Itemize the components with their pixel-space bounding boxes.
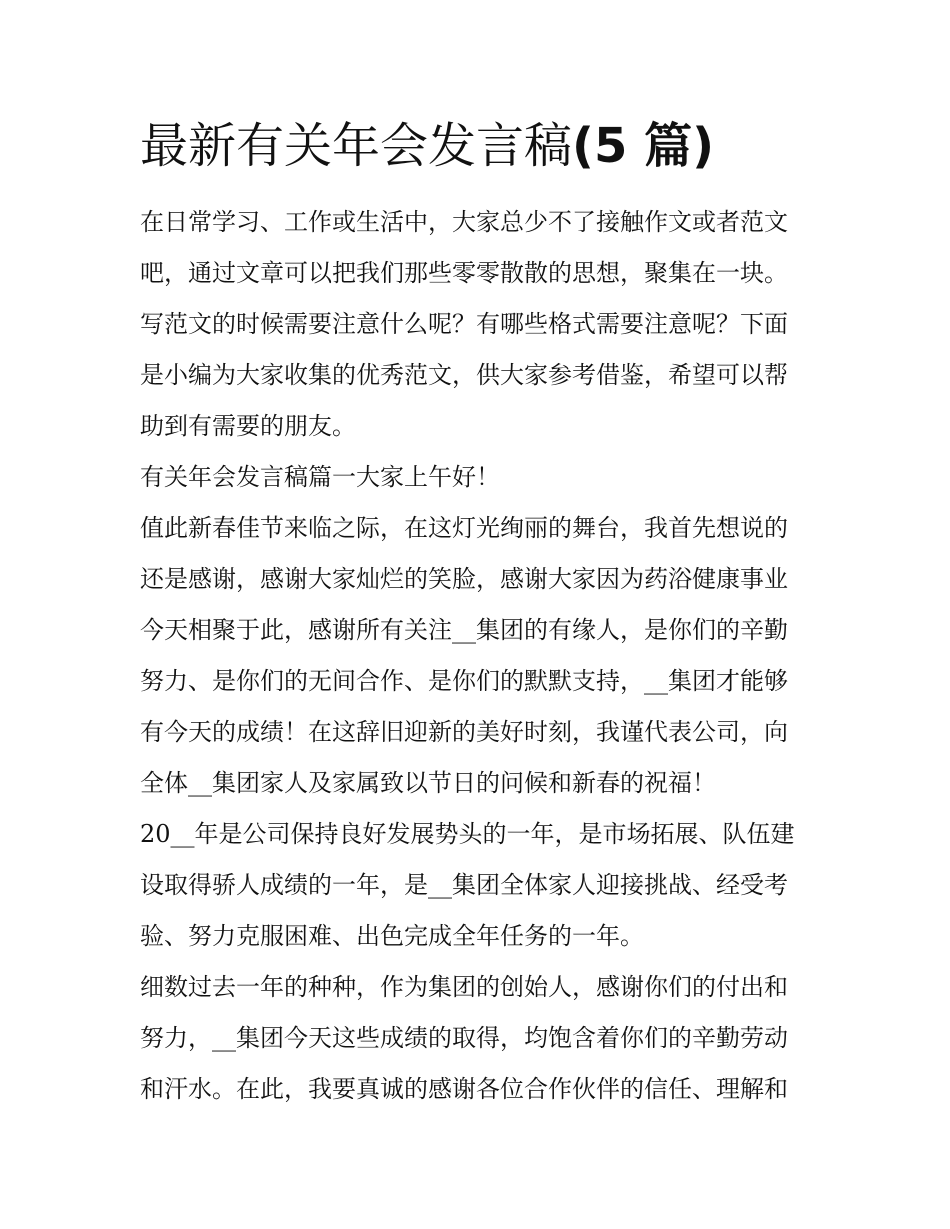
- document-body: [140, 197, 812, 1115]
- text-line: 助到有需要的朋友。: [140, 412, 356, 440]
- text-line: 值此新春佳节来临之际，在这灯光绚丽的舞台，我首先想说的: [140, 514, 788, 542]
- text-line: 努力，__集团今天这些成绩的取得，均饱含着你们的辛勤劳动: [140, 1024, 788, 1052]
- title-main: 最新有关年会发言稿: [140, 118, 573, 174]
- text-line: 吧，通过文章可以把我们那些零零散散的思想，聚集在一块。: [140, 259, 788, 287]
- page-title: [140, 114, 714, 178]
- text-line: 细数过去一年的种种，作为集团的创始人，感谢你们的付出和: [140, 973, 788, 1001]
- text-line: 和汗水。在此，我要真诚的感谢各位合作伙伴的信任、理解和: [140, 1075, 788, 1103]
- text-line: 全体__集团家人及家属致以节日的问候和新春的祝福！: [140, 769, 716, 797]
- text-line: 是小编为大家收集的优秀范文，供大家参考借鉴，希望可以帮: [140, 361, 788, 389]
- text-line: 验、努力克服困难、出色完成全年任务的一年。: [140, 922, 644, 950]
- text-line: 努力、是你们的无间合作、是你们的默默支持，__集团才能够: [140, 667, 788, 695]
- title-suffix: (5 篇): [572, 118, 715, 174]
- section-heading: 有关年会发言稿篇一大家上午好！: [140, 463, 500, 491]
- text-line: 今天相聚于此，感谢所有关注__集团的有缘人，是你们的辛勤: [140, 616, 788, 644]
- text-line: 写范文的时候需要注意什么呢？有哪些格式需要注意呢？下面: [140, 310, 788, 338]
- text-line: 设取得骄人成绩的一年，是__集团全体家人迎接挑战、经受考: [140, 871, 788, 899]
- text-line: 还是感谢，感谢大家灿烂的笑脸，感谢大家因为药浴健康事业: [140, 565, 788, 593]
- text-line: 20__年是公司保持良好发展势头的一年，是市场拓展、队伍建: [140, 820, 795, 848]
- text-line: 在日常学习、工作或生活中，大家总少不了接触作文或者范文: [140, 208, 788, 236]
- text-line: 有今天的成绩！在这辞旧迎新的美好时刻，我谨代表公司，向: [140, 718, 788, 746]
